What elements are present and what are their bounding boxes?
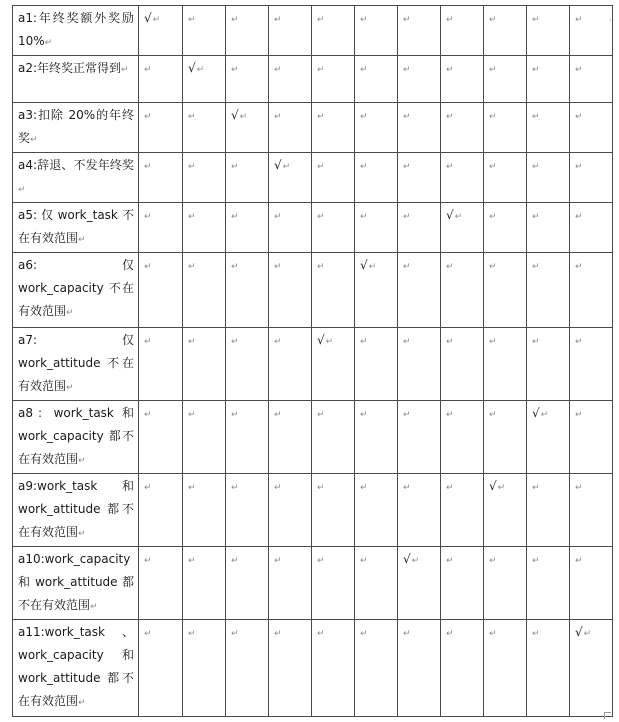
decision-table bbox=[12, 5, 613, 717]
table-cell bbox=[441, 547, 484, 620]
paragraph-return-icon: ↵ bbox=[144, 112, 152, 122]
table-cell bbox=[527, 103, 570, 153]
table-cell bbox=[226, 253, 269, 328]
paragraph-return-icon: ↵ bbox=[583, 629, 592, 639]
table-cell bbox=[570, 6, 613, 56]
paragraph-return-icon: ↵ bbox=[360, 15, 368, 25]
table-cell bbox=[527, 153, 570, 203]
row-label: a10:work_capacity 和 work_attitude 都不在有效范围↵ bbox=[13, 547, 139, 620]
paragraph-return-icon: ↵ bbox=[44, 38, 53, 48]
paragraph-return-icon: ↵ bbox=[532, 65, 540, 75]
paragraph-return-icon: ↵ bbox=[239, 112, 248, 122]
table-cell bbox=[570, 328, 613, 401]
paragraph-return-icon: ↵ bbox=[446, 337, 454, 347]
table-cell bbox=[312, 103, 355, 153]
paragraph-return-icon: ↵ bbox=[188, 629, 196, 639]
paragraph-return-icon: ↵ bbox=[231, 556, 239, 566]
paragraph-return-icon: ↵ bbox=[78, 698, 86, 708]
paragraph-return-icon: ↵ bbox=[532, 629, 540, 639]
table-cell bbox=[139, 203, 183, 253]
row-label: a5: 仅 work_task 不在有效范围↵ bbox=[13, 203, 139, 253]
table-cell bbox=[226, 401, 269, 474]
check-mark-icon: √ bbox=[446, 208, 454, 222]
paragraph-return-icon: ↵ bbox=[18, 185, 26, 195]
paragraph-return-icon: ↵ bbox=[368, 262, 377, 272]
table-cell bbox=[226, 153, 269, 203]
paragraph-return-icon: ↵ bbox=[188, 262, 196, 272]
paragraph-return-icon: ↵ bbox=[575, 162, 583, 172]
table-cell bbox=[527, 620, 570, 717]
paragraph-return-icon: ↵ bbox=[489, 212, 497, 222]
table-cell bbox=[527, 253, 570, 328]
paragraph-return-icon: ↵ bbox=[360, 410, 368, 420]
table-cell bbox=[441, 253, 484, 328]
check-mark-icon: √ bbox=[360, 258, 368, 272]
table-cell bbox=[484, 253, 527, 328]
paragraph-return-icon: ↵ bbox=[446, 483, 454, 493]
paragraph-return-icon: ↵ bbox=[188, 212, 196, 222]
paragraph-return-icon: ↵ bbox=[489, 65, 497, 75]
paragraph-return-icon: ↵ bbox=[188, 337, 196, 347]
paragraph-return-icon: ↵ bbox=[231, 212, 239, 222]
table-cell bbox=[570, 153, 613, 203]
row-label: a1:年终奖额外奖励10%↵ bbox=[13, 6, 139, 56]
table-cell bbox=[312, 203, 355, 253]
paragraph-return-icon: ↵ bbox=[317, 629, 325, 639]
paragraph-return-icon: ↵ bbox=[144, 410, 152, 420]
row-label: a3:扣除 20%的年终奖↵ bbox=[13, 103, 139, 153]
table-cell bbox=[183, 103, 226, 153]
paragraph-return-icon: ↵ bbox=[274, 410, 282, 420]
table-cell bbox=[355, 103, 398, 153]
table-cell bbox=[527, 547, 570, 620]
paragraph-return-icon: ↵ bbox=[188, 162, 196, 172]
check-mark-icon: √ bbox=[403, 552, 411, 566]
table-cell bbox=[139, 401, 183, 474]
table-cell bbox=[527, 401, 570, 474]
paragraph-return-icon: ↵ bbox=[231, 483, 239, 493]
table-cell bbox=[484, 153, 527, 203]
paragraph-return-icon: ↵ bbox=[90, 602, 98, 612]
paragraph-return-icon: ↵ bbox=[144, 65, 152, 75]
page-corner-mark bbox=[604, 712, 611, 719]
table-cell bbox=[527, 474, 570, 547]
table-cell bbox=[183, 620, 226, 717]
table-cell bbox=[139, 56, 183, 103]
table-cell bbox=[398, 103, 441, 153]
table-cell bbox=[226, 328, 269, 401]
paragraph-return-icon: ↵ bbox=[489, 629, 497, 639]
table-row bbox=[13, 474, 613, 547]
paragraph-return-icon: ↵ bbox=[188, 112, 196, 122]
table-cell bbox=[398, 547, 441, 620]
paragraph-return-icon: ↵ bbox=[532, 337, 540, 347]
table-cell bbox=[441, 620, 484, 717]
check-mark-icon: √ bbox=[231, 108, 239, 122]
paragraph-return-icon: ↵ bbox=[360, 212, 368, 222]
table-cell bbox=[183, 56, 226, 103]
check-mark-icon: √ bbox=[575, 625, 583, 639]
paragraph-return-icon: ↵ bbox=[317, 410, 325, 420]
table-cell bbox=[226, 6, 269, 56]
table-cell bbox=[139, 253, 183, 328]
table-cell bbox=[355, 547, 398, 620]
paragraph-return-icon: ↵ bbox=[282, 162, 291, 172]
paragraph-return-icon: ↵ bbox=[403, 162, 411, 172]
table-cell bbox=[570, 253, 613, 328]
table-cell bbox=[355, 620, 398, 717]
paragraph-return-icon: ↵ bbox=[144, 483, 152, 493]
table-cell bbox=[183, 253, 226, 328]
row-label: a7: 仅 work_attitude 不在有效范围↵ bbox=[13, 328, 139, 401]
paragraph-return-icon: ↵ bbox=[489, 15, 497, 25]
table-cell bbox=[441, 203, 484, 253]
paragraph-return-icon: ↵ bbox=[575, 15, 583, 25]
row-label: a6: 仅 work_capacity 不在有效范围↵ bbox=[13, 253, 139, 328]
table-row bbox=[13, 6, 613, 56]
row-label: a9:work_task 和 work_attitude 都不在有效范围↵ bbox=[13, 474, 139, 547]
paragraph-return-icon: ↵ bbox=[446, 410, 454, 420]
table-cell bbox=[441, 153, 484, 203]
table-cell bbox=[441, 474, 484, 547]
table-cell bbox=[355, 401, 398, 474]
paragraph-return-icon: ↵ bbox=[575, 337, 583, 347]
paragraph-return-icon: ↵ bbox=[78, 456, 86, 466]
table-cell bbox=[312, 6, 355, 56]
paragraph-return-icon: ↵ bbox=[454, 212, 463, 222]
table-cell bbox=[183, 328, 226, 401]
table-cell bbox=[398, 6, 441, 56]
check-mark-icon: √ bbox=[532, 406, 540, 420]
paragraph-return-icon: ↵ bbox=[231, 162, 239, 172]
paragraph-return-icon: ↵ bbox=[144, 556, 152, 566]
paragraph-return-icon: ↵ bbox=[489, 162, 497, 172]
paragraph-return-icon: ↵ bbox=[532, 15, 540, 25]
paragraph-return-icon: ↵ bbox=[403, 629, 411, 639]
paragraph-return-icon: ↵ bbox=[325, 337, 334, 347]
table-cell bbox=[527, 6, 570, 56]
paragraph-return-icon: ↵ bbox=[317, 212, 325, 222]
paragraph-return-icon: ↵ bbox=[403, 483, 411, 493]
row-label: a8：work_task 和 work_capacity 都不在有效范围↵ bbox=[13, 401, 139, 474]
paragraph-return-icon: ↵ bbox=[317, 262, 325, 272]
paragraph-return-icon: ↵ bbox=[360, 556, 368, 566]
paragraph-return-icon: ↵ bbox=[231, 337, 239, 347]
table-cell bbox=[226, 203, 269, 253]
table-cell bbox=[269, 401, 312, 474]
paragraph-return-icon: ↵ bbox=[144, 162, 152, 172]
table-cell bbox=[269, 103, 312, 153]
paragraph-return-icon: ↵ bbox=[540, 410, 549, 420]
table-cell bbox=[355, 474, 398, 547]
table-cell bbox=[484, 103, 527, 153]
check-mark-icon: √ bbox=[317, 333, 325, 347]
table-cell bbox=[312, 474, 355, 547]
paragraph-return-icon: ↵ bbox=[317, 15, 325, 25]
paragraph-return-icon: ↵ bbox=[317, 112, 325, 122]
table-cell bbox=[484, 328, 527, 401]
table-cell bbox=[183, 6, 226, 56]
paragraph-return-icon: ↵ bbox=[532, 162, 540, 172]
paragraph-return-icon: ↵ bbox=[274, 337, 282, 347]
table-cell bbox=[312, 253, 355, 328]
table-cell bbox=[441, 401, 484, 474]
table-cell bbox=[484, 620, 527, 717]
table-cell bbox=[269, 620, 312, 717]
paragraph-return-icon: ↵ bbox=[78, 529, 86, 539]
table-cell bbox=[484, 401, 527, 474]
decision-table-body bbox=[13, 6, 613, 717]
table-cell bbox=[398, 620, 441, 717]
table-cell bbox=[398, 401, 441, 474]
table-cell bbox=[398, 56, 441, 103]
table-cell bbox=[269, 547, 312, 620]
paragraph-return-icon: ↵ bbox=[360, 65, 368, 75]
table-row bbox=[13, 103, 613, 153]
table-cell bbox=[398, 328, 441, 401]
table-cell bbox=[398, 153, 441, 203]
paragraph-return-icon: ↵ bbox=[575, 483, 583, 493]
paragraph-return-icon: ↵ bbox=[575, 212, 583, 222]
table-cell bbox=[398, 474, 441, 547]
table-cell bbox=[139, 328, 183, 401]
paragraph-return-icon: ↵ bbox=[446, 112, 454, 122]
paragraph-return-icon: ↵ bbox=[144, 212, 152, 222]
paragraph-return-icon: ↵ bbox=[360, 162, 368, 172]
check-mark-icon: √ bbox=[489, 479, 497, 493]
table-cell bbox=[355, 203, 398, 253]
paragraph-return-icon: ↵ bbox=[446, 629, 454, 639]
table-cell bbox=[484, 203, 527, 253]
table-cell bbox=[139, 103, 183, 153]
table-cell bbox=[441, 6, 484, 56]
table-cell bbox=[139, 547, 183, 620]
table-cell bbox=[441, 328, 484, 401]
table-cell bbox=[269, 153, 312, 203]
table-cell bbox=[570, 103, 613, 153]
paragraph-return-icon: ↵ bbox=[152, 15, 161, 25]
table-cell bbox=[398, 253, 441, 328]
paragraph-return-icon: ↵ bbox=[231, 262, 239, 272]
table-cell bbox=[484, 56, 527, 103]
paragraph-return-icon: ↵ bbox=[403, 212, 411, 222]
row-label: a2:年终奖正常得到↵ bbox=[13, 56, 139, 103]
paragraph-return-icon: ↵ bbox=[360, 629, 368, 639]
table-cell bbox=[226, 474, 269, 547]
row-label: a11:work_task 、work_capacity 和 work_attitude 都不在有效范围↵ bbox=[13, 620, 139, 717]
paragraph-return-icon: ↵ bbox=[66, 308, 74, 318]
table-cell bbox=[527, 328, 570, 401]
table-cell bbox=[312, 56, 355, 103]
paragraph-return-icon: ↵ bbox=[30, 135, 38, 145]
table-cell bbox=[527, 203, 570, 253]
check-mark-icon: √ bbox=[274, 158, 282, 172]
table-row bbox=[13, 153, 613, 203]
paragraph-return-icon: ↵ bbox=[317, 162, 325, 172]
paragraph-return-icon: ↵ bbox=[575, 65, 583, 75]
paragraph-return-icon: ↵ bbox=[575, 556, 583, 566]
table-row bbox=[13, 620, 613, 717]
paragraph-return-icon: ↵ bbox=[188, 410, 196, 420]
paragraph-return-icon: ↵ bbox=[231, 629, 239, 639]
paragraph-return-icon: ↵ bbox=[274, 262, 282, 272]
paragraph-return-icon: ↵ bbox=[66, 383, 74, 393]
paragraph-return-icon: ↵ bbox=[403, 15, 411, 25]
paragraph-return-icon: ↵ bbox=[446, 262, 454, 272]
table-cell bbox=[441, 103, 484, 153]
paragraph-return-icon: ↵ bbox=[403, 337, 411, 347]
paragraph-return-icon: ↵ bbox=[403, 410, 411, 420]
paragraph-return-icon: ↵ bbox=[317, 483, 325, 493]
table-cell bbox=[183, 203, 226, 253]
paragraph-return-icon: ↵ bbox=[489, 410, 497, 420]
paragraph-return-icon: ↵ bbox=[497, 483, 506, 493]
paragraph-return-icon: ↵ bbox=[274, 629, 282, 639]
table-cell bbox=[312, 328, 355, 401]
table-cell bbox=[139, 474, 183, 547]
paragraph-return-icon: ↵ bbox=[532, 483, 540, 493]
table-cell bbox=[484, 474, 527, 547]
table-cell bbox=[312, 153, 355, 203]
paragraph-return-icon: ↵ bbox=[446, 556, 454, 566]
table-cell bbox=[355, 6, 398, 56]
table-cell bbox=[312, 401, 355, 474]
table-cell bbox=[269, 474, 312, 547]
paragraph-return-icon: ↵ bbox=[532, 556, 540, 566]
table-row bbox=[13, 56, 613, 103]
table-cell bbox=[527, 56, 570, 103]
paragraph-return-icon: ↵ bbox=[317, 556, 325, 566]
paragraph-return-icon: ↵ bbox=[489, 112, 497, 122]
table-cell bbox=[226, 620, 269, 717]
table-cell bbox=[183, 547, 226, 620]
table-cell bbox=[183, 474, 226, 547]
paragraph-return-icon: ↵ bbox=[403, 262, 411, 272]
paragraph-return-icon: ↵ bbox=[144, 337, 152, 347]
table-cell bbox=[139, 153, 183, 203]
table-cell bbox=[355, 56, 398, 103]
paragraph-return-icon: ↵ bbox=[489, 337, 497, 347]
table-row bbox=[13, 253, 613, 328]
paragraph-return-icon: ↵ bbox=[532, 262, 540, 272]
table-cell bbox=[269, 253, 312, 328]
paragraph-return-icon: ↵ bbox=[446, 15, 454, 25]
paragraph-return-icon: ↵ bbox=[489, 262, 497, 272]
table-cell bbox=[183, 153, 226, 203]
paragraph-return-icon: ↵ bbox=[489, 556, 497, 566]
paragraph-return-icon: ↵ bbox=[274, 212, 282, 222]
table-cell bbox=[355, 253, 398, 328]
paragraph-return-icon: ↵ bbox=[188, 15, 196, 25]
paragraph-return-icon: ↵ bbox=[411, 556, 420, 566]
paragraph-return-icon: ↵ bbox=[144, 262, 152, 272]
table-row bbox=[13, 547, 613, 620]
paragraph-return-icon: ↵ bbox=[274, 65, 282, 75]
table-cell bbox=[484, 6, 527, 56]
paragraph-return-icon: ↵ bbox=[274, 15, 282, 25]
table-cell bbox=[570, 620, 613, 717]
check-mark-icon: √ bbox=[188, 61, 196, 75]
paragraph-return-icon: ↵ bbox=[188, 556, 196, 566]
row-label: a4:辞退、不发年终奖↵ bbox=[13, 153, 139, 203]
table-row bbox=[13, 401, 613, 474]
table-cell bbox=[312, 547, 355, 620]
table-cell bbox=[183, 401, 226, 474]
paragraph-return-icon: ↵ bbox=[231, 65, 239, 75]
table-cell bbox=[484, 547, 527, 620]
check-mark-icon: √ bbox=[144, 11, 152, 25]
paragraph-return-icon: ↵ bbox=[360, 483, 368, 493]
table-cell bbox=[355, 328, 398, 401]
paragraph-return-icon: ↵ bbox=[274, 112, 282, 122]
paragraph-return-icon: ↵ bbox=[446, 162, 454, 172]
paragraph-return-icon: ↵ bbox=[532, 112, 540, 122]
table-cell bbox=[570, 203, 613, 253]
row-end-mark: · bbox=[609, 16, 612, 26]
table-cell bbox=[269, 6, 312, 56]
paragraph-return-icon: ↵ bbox=[403, 65, 411, 75]
table-cell bbox=[355, 153, 398, 203]
paragraph-return-icon: ↵ bbox=[446, 65, 454, 75]
paragraph-return-icon: ↵ bbox=[188, 483, 196, 493]
table-cell bbox=[269, 328, 312, 401]
paragraph-return-icon: ↵ bbox=[274, 483, 282, 493]
paragraph-return-icon: ↵ bbox=[317, 65, 325, 75]
table-cell bbox=[570, 547, 613, 620]
paragraph-return-icon: ↵ bbox=[575, 112, 583, 122]
table-cell bbox=[570, 474, 613, 547]
paragraph-return-icon: ↵ bbox=[532, 212, 540, 222]
table-cell bbox=[226, 56, 269, 103]
table-cell bbox=[139, 620, 183, 717]
paragraph-return-icon: ↵ bbox=[360, 112, 368, 122]
table-cell bbox=[398, 203, 441, 253]
paragraph-return-icon: ↵ bbox=[231, 410, 239, 420]
table-cell bbox=[269, 203, 312, 253]
paragraph-return-icon: ↵ bbox=[231, 15, 239, 25]
paragraph-return-icon: ↵ bbox=[575, 410, 583, 420]
table-row bbox=[13, 328, 613, 401]
paragraph-return-icon: ↵ bbox=[403, 112, 411, 122]
table-cell bbox=[441, 56, 484, 103]
table-cell bbox=[570, 56, 613, 103]
paragraph-return-icon: ↵ bbox=[360, 337, 368, 347]
table-cell bbox=[570, 401, 613, 474]
table-cell bbox=[226, 547, 269, 620]
table-cell bbox=[139, 6, 183, 56]
paragraph-return-icon: ↵ bbox=[575, 262, 583, 272]
table-cell bbox=[312, 620, 355, 717]
paragraph-return-icon: ↵ bbox=[196, 65, 205, 75]
paragraph-return-icon: ↵ bbox=[274, 556, 282, 566]
table-cell bbox=[226, 103, 269, 153]
paragraph-return-icon: ↵ bbox=[144, 629, 152, 639]
table-cell bbox=[269, 56, 312, 103]
paragraph-return-icon: ↵ bbox=[121, 65, 129, 75]
paragraph-return-icon: ↵ bbox=[78, 235, 86, 245]
table-row bbox=[13, 203, 613, 253]
